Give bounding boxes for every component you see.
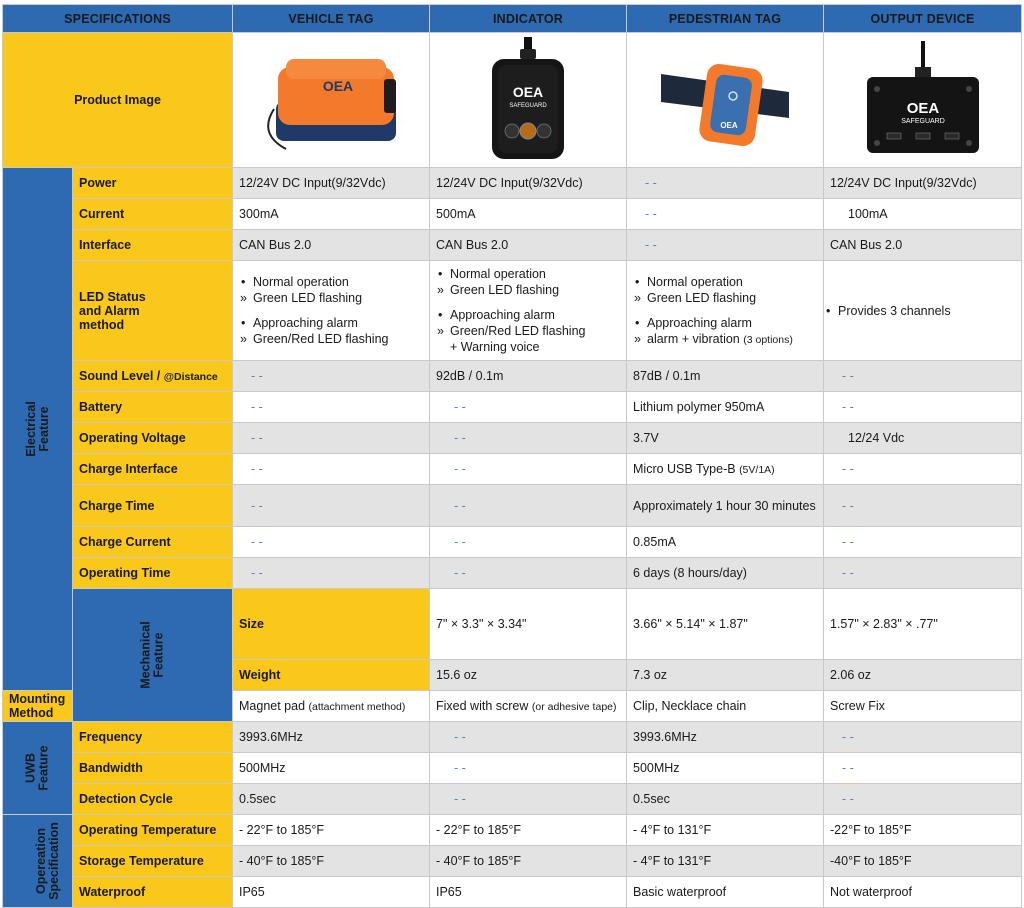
row-label-waterproof: Waterproof	[73, 877, 233, 908]
op-voltage-output: 12/24 Vdc	[848, 431, 905, 445]
op-voltage-pedestrian: 3.7V	[627, 423, 824, 454]
svg-text:OEA: OEA	[906, 99, 939, 117]
sound-indicator: 92dB / 0.1m	[430, 361, 627, 392]
category-uwb-feature: UWB Feature	[3, 722, 73, 815]
bandwidth-output: - -	[842, 761, 854, 775]
op-time-pedestrian: 6 days (8 hours/day)	[627, 558, 824, 589]
row-label-charge-time: Charge Time	[73, 485, 233, 527]
row-label-interface: Interface	[73, 230, 233, 261]
current-pedestrian: - -	[645, 207, 657, 221]
pedestrian-tag-device-icon	[655, 44, 795, 154]
power-indicator: 12/24V DC Input(9/32Vdc)	[430, 168, 627, 199]
size-vehicle: 7" × 3.3" × 3.34"	[430, 589, 627, 660]
output-device-icon	[853, 39, 993, 159]
sound-output: - -	[842, 369, 854, 383]
storage-temp-indicator: - 40°F to 185°F	[430, 846, 627, 877]
op-voltage-indicator: - -	[454, 431, 466, 445]
indicator-device-icon	[478, 35, 578, 163]
op-temp-pedestrian: - 4°F to 131°F	[627, 815, 824, 846]
category-electrical-feature: Electrical Feature	[3, 168, 73, 691]
detection-pedestrian: 0.5sec	[627, 784, 824, 815]
row-label-operating-time: Operating Time	[73, 558, 233, 589]
row-label-led-status: LED Status and Alarm method	[73, 261, 233, 361]
battery-pedestrian: Lithium polymer 950mA	[627, 392, 824, 423]
sound-vehicle: - -	[251, 369, 263, 383]
interface-pedestrian: - -	[645, 238, 657, 252]
sound-pedestrian: 87dB / 0.1m	[627, 361, 824, 392]
charge-current-output: - -	[842, 535, 854, 549]
vehicle-tag-image	[233, 33, 430, 168]
row-label-operating-temperature: Operating Temperature	[73, 815, 233, 846]
row-label-sound-level: Sound Level / @Distance	[73, 361, 233, 392]
op-temp-vehicle: - 22°F to 185°F	[233, 815, 430, 846]
svg-text:OEA: OEA	[322, 77, 354, 94]
bandwidth-pedestrian: 500MHz	[627, 753, 824, 784]
battery-indicator: - -	[454, 400, 466, 414]
power-pedestrian: - -	[645, 176, 657, 190]
row-label-charge-current: Charge Current	[73, 527, 233, 558]
category-operation-specification: Opereation Specification	[3, 815, 73, 908]
row-label-battery: Battery	[73, 392, 233, 423]
vehicle-tag-device-icon	[256, 39, 406, 159]
size-pedestrian: 1.57" × 2.83" × .77"	[824, 589, 1022, 660]
current-indicator: 500mA	[430, 199, 627, 230]
row-label-bandwidth: Bandwidth	[73, 753, 233, 784]
row-label-storage-temperature: Storage Temperature	[73, 846, 233, 877]
current-vehicle: 300mA	[233, 199, 430, 230]
row-label-detection-cycle: Detection Cycle	[73, 784, 233, 815]
led-vehicle: • Normal operation » Green LED flashing • Approaching alarm » Green/Red LED flashing	[233, 261, 430, 361]
mounting-output: Screw Fix	[824, 691, 1022, 722]
svg-text:SAFEGUARD: SAFEGUARD	[509, 102, 547, 109]
waterproof-indicator: IP65	[430, 877, 627, 908]
op-time-vehicle: - -	[251, 566, 263, 580]
weight-indicator: 7.3 oz	[627, 660, 824, 691]
charge-interface-vehicle: - -	[251, 462, 263, 476]
row-label-frequency: Frequency	[73, 722, 233, 753]
charge-time-pedestrian: Approximately 1 hour 30 minutes	[627, 485, 824, 527]
header-pedestrian-tag: PEDESTRIAN TAG	[627, 5, 824, 33]
power-output: 12/24V DC Input(9/32Vdc)	[824, 168, 1022, 199]
mounting-vehicle: Magnet pad (attachment method)	[233, 691, 430, 722]
storage-temp-output: -40°F to 185°F	[824, 846, 1022, 877]
power-vehicle: 12/24V DC Input(9/32Vdc)	[233, 168, 430, 199]
header-output-device: OUTPUT DEVICE	[824, 5, 1022, 33]
detection-vehicle: 0.5sec	[233, 784, 430, 815]
charge-time-indicator: - -	[454, 498, 466, 513]
detection-indicator: - -	[454, 792, 466, 806]
pedestrian-tag-image	[627, 33, 824, 168]
interface-output: CAN Bus 2.0	[824, 230, 1022, 261]
frequency-output: - -	[842, 730, 854, 744]
op-time-output: - -	[842, 566, 854, 580]
detection-output: - -	[842, 792, 854, 806]
product-image-label: Product Image	[3, 33, 233, 168]
output-device-image	[824, 33, 1022, 168]
interface-indicator: CAN Bus 2.0	[430, 230, 627, 261]
mounting-pedestrian: Clip, Necklace chain	[627, 691, 824, 722]
op-temp-indicator: - 22°F to 185°F	[430, 815, 627, 846]
battery-vehicle: - -	[251, 400, 263, 414]
row-label-charge-interface: Charge Interface	[73, 454, 233, 485]
specification-table	[2, 4, 1022, 908]
bandwidth-indicator: - -	[454, 761, 466, 775]
svg-text:OEA: OEA	[512, 83, 544, 100]
category-mechanical-feature: Mechanical Feature	[73, 589, 233, 722]
weight-pedestrian: 2.06 oz	[824, 660, 1022, 691]
charge-time-vehicle: - -	[251, 498, 263, 513]
charge-current-indicator: - -	[454, 535, 466, 549]
bandwidth-vehicle: 500MHz	[233, 753, 430, 784]
charge-interface-indicator: - -	[454, 462, 466, 476]
row-label-size: Size	[233, 589, 430, 660]
charge-time-output: - -	[842, 498, 854, 513]
row-label-weight: Weight	[233, 660, 430, 691]
charge-current-vehicle: - -	[251, 535, 263, 549]
frequency-pedestrian: 3993.6MHz	[627, 722, 824, 753]
weight-vehicle: 15.6 oz	[430, 660, 627, 691]
svg-text:OEA: OEA	[720, 120, 738, 130]
row-label-current: Current	[73, 199, 233, 230]
header-specifications: SPECIFICATIONS	[3, 5, 233, 33]
op-voltage-vehicle: - -	[251, 431, 263, 445]
interface-vehicle: CAN Bus 2.0	[233, 230, 430, 261]
waterproof-vehicle: IP65	[233, 877, 430, 908]
svg-text:SAFEGUARD: SAFEGUARD	[900, 117, 945, 125]
led-indicator: • Normal operation » Green LED flashing • Approaching alarm » Green/Red LED flashing + Warning voice	[430, 261, 627, 361]
header-vehicle-tag: VEHICLE TAG	[233, 5, 430, 33]
charge-interface-output: - -	[842, 462, 854, 476]
led-output: • Provides 3 channels	[826, 304, 1015, 318]
op-time-indicator: - -	[454, 566, 466, 580]
op-temp-output: -22°F to 185°F	[824, 815, 1022, 846]
size-indicator: 3.66" × 5.14" × 1.87"	[627, 589, 824, 660]
frequency-indicator: - -	[454, 730, 466, 744]
frequency-vehicle: 3993.6MHz	[233, 722, 430, 753]
row-label-power: Power	[73, 168, 233, 199]
storage-temp-pedestrian: - 4°F to 131°F	[627, 846, 824, 877]
led-pedestrian: • Normal operation » Green LED flashing • Approaching alarm » alarm + vibration (3 options)	[627, 261, 824, 361]
storage-temp-vehicle: - 40°F to 185°F	[233, 846, 430, 877]
current-output: 100mA	[848, 207, 888, 221]
row-label-mounting-method: Mounting Method	[3, 691, 73, 722]
charge-current-pedestrian: 0.85mA	[627, 527, 824, 558]
mounting-indicator: Fixed with screw (or adhesive tape)	[430, 691, 627, 722]
row-label-operating-voltage: Operating Voltage	[73, 423, 233, 454]
header-indicator: INDICATOR	[430, 5, 627, 33]
battery-output: - -	[842, 400, 854, 414]
waterproof-output: Not waterproof	[824, 877, 1022, 908]
waterproof-pedestrian: Basic waterproof	[627, 877, 824, 908]
indicator-image	[430, 33, 627, 168]
charge-interface-pedestrian: Micro USB Type-B (5V/1A)	[627, 454, 824, 485]
